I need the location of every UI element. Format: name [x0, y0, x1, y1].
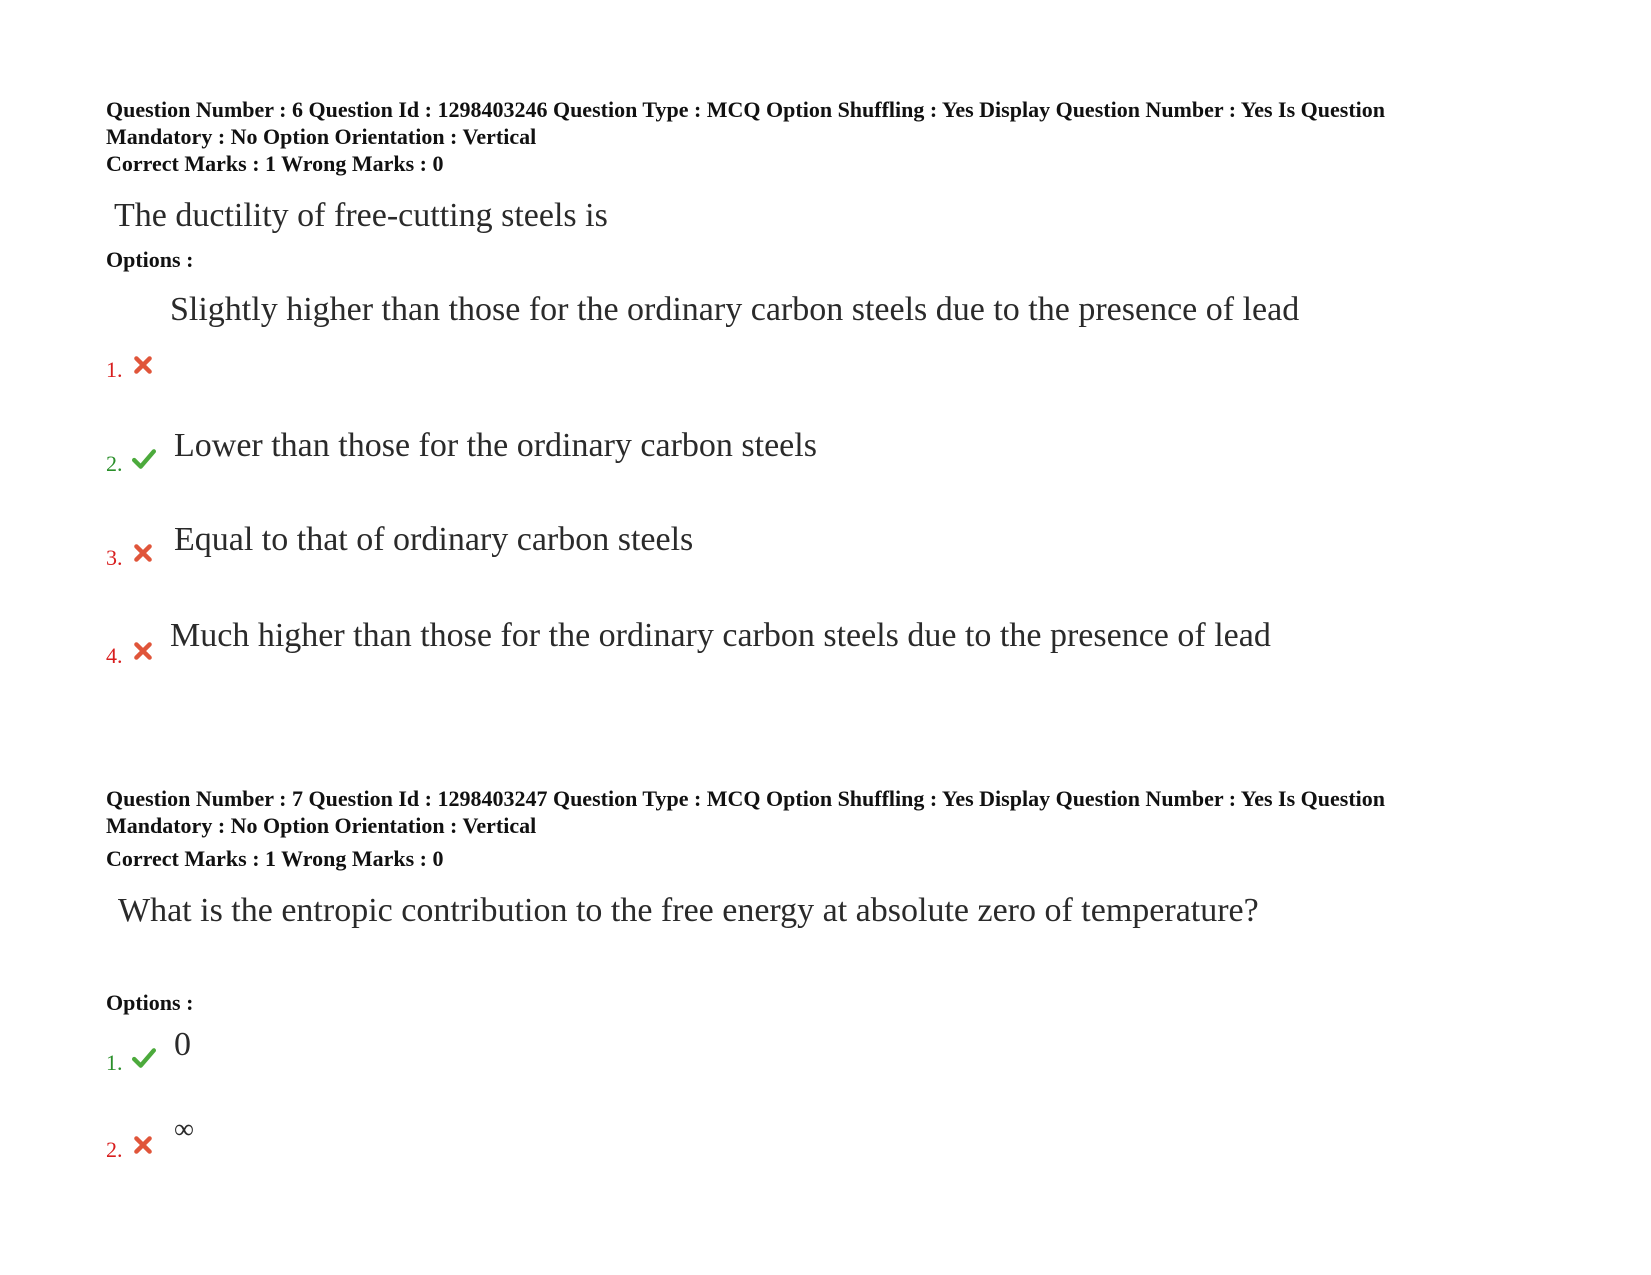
option-number: 3.	[106, 545, 123, 570]
question-text: The ductility of free-cutting steels is	[114, 197, 608, 234]
option-item	[106, 1110, 1506, 1160]
option-item	[106, 1025, 1506, 1075]
option-number: 2.	[106, 1137, 123, 1162]
option-item	[106, 290, 1506, 380]
option-text: Lower than those for the ordinary carbon steels	[174, 427, 817, 464]
question-text: What is the entropic contribution to the free energy at absolute zero of temperature?	[118, 892, 1259, 929]
option-number: 1.	[106, 357, 123, 382]
option-text: Much higher than those for the ordinary carbon steels due to the presence of lead	[170, 617, 1271, 654]
option-text: Slightly higher than those for the ordinary carbon steels due to the presence of lead	[170, 291, 1300, 328]
option-item	[106, 616, 1506, 666]
option-text: ∞	[174, 1114, 194, 1145]
cross-icon	[132, 542, 154, 564]
check-icon	[132, 1047, 156, 1069]
question-meta-line: Mandatory : No Option Orientation : Vertical	[106, 124, 537, 149]
cross-icon	[132, 1134, 154, 1156]
option-number: 1.	[106, 1050, 123, 1075]
options-label: Options :	[106, 247, 194, 272]
option-text: Equal to that of ordinary carbon steels	[174, 521, 694, 558]
option-number: 2.	[106, 451, 123, 476]
check-icon	[132, 448, 156, 470]
option-item	[106, 426, 1506, 476]
question-meta-line: Question Number : 7 Question Id : 1298403247 Question Type : MCQ Option Shuffling : Yes Display Question Number : Yes Is Question	[106, 786, 1385, 811]
option-text: 0	[174, 1026, 191, 1063]
question-meta-line: Mandatory : No Option Orientation : Vertical	[106, 813, 537, 838]
question-meta-line: Question Number : 6 Question Id : 1298403246 Question Type : MCQ Option Shuffling : Yes Display Question Number : Yes Is Question	[106, 97, 1385, 122]
option-item	[106, 520, 1506, 570]
marks-line: Correct Marks : 1 Wrong Marks : 0	[106, 846, 444, 871]
option-number: 4.	[106, 643, 123, 668]
cross-icon	[132, 354, 154, 376]
cross-icon	[132, 640, 154, 662]
options-label: Options :	[106, 990, 194, 1015]
marks-line: Correct Marks : 1 Wrong Marks : 0	[106, 151, 444, 176]
